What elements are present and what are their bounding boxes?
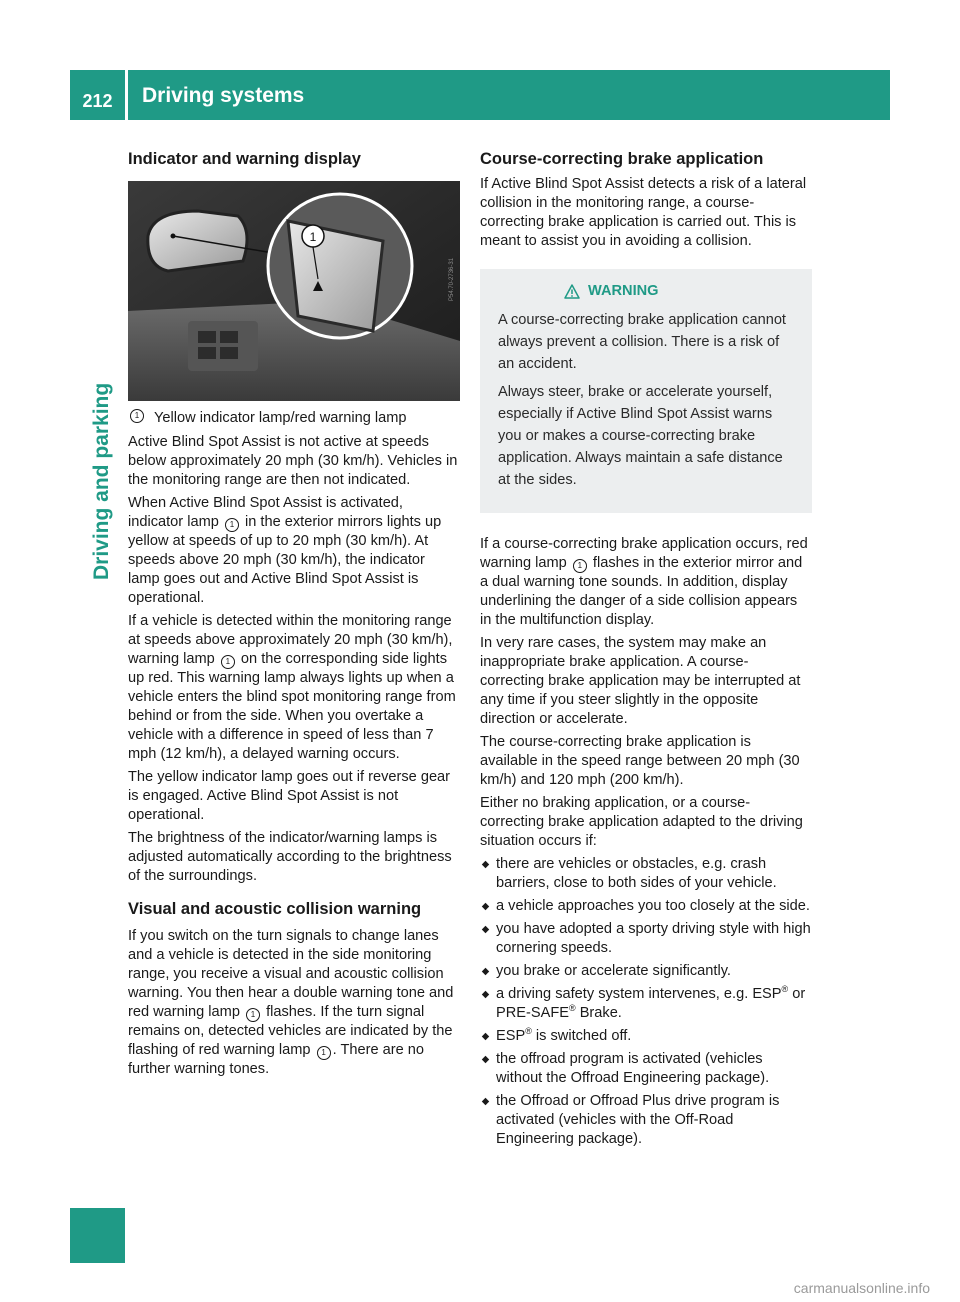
callout-1-icon: 1 [130,409,144,423]
paragraph: The yellow indicator lamp goes out if reverse gear is engaged. Active Blind Spot Assist is not operational. [128,769,451,823]
callout-1-icon: 1 [225,518,239,532]
list-item: a vehicle approaches you too closely at the side. [480,897,812,916]
side-chapter-label: Driving and parking [90,382,113,580]
list-item: there are vehicles or obstacles, e.g. crash barriers, close to both sides of your vehicle. [480,855,812,893]
paragraph: In very rare cases, the system may make an inappropriate brake application. A course-correcting brake application may be interrupted at any time if you steer slightly in the opposite direction or accelerate. [480,635,801,727]
heading-indicator-display: Indicator and warning display [128,150,361,168]
callout-1-icon: 1 [221,655,235,669]
list-item: ESP® is switched off. [480,1027,812,1046]
list-item: a driving safety system intervenes, e.g. ESP® or PRE-SAFE® Brake. [480,985,812,1023]
callout-1-icon: 1 [246,1008,260,1022]
figure-code: P54.70-2736-31 [449,257,455,301]
warning-triangle-icon [564,284,580,299]
callout-1-icon: 1 [573,559,587,573]
list-item: you brake or accelerate significantly. [480,962,812,981]
paragraph: The brightness of the indicator/warning lamps is adjusted automatically according to the brightness of the surroundings. [128,830,452,884]
paragraph: Active Blind Spot Assist is not active at speeds below approximately 20 mph (30 km/h). Vehicles in the monitoring range are then not indicated. [128,434,458,488]
warning-box [480,269,812,513]
mirror-photo [128,181,460,401]
paragraph: If a course-correcting brake application occurs, red warning lamp 1 flashes in the exterior mirror and a dual warning tone sounds. In addition, display underlining the danger of a side collision appears in the multifunction display. [480,536,808,628]
list-item: the offroad program is activated (vehicles without the Offroad Engineering package). [480,1050,812,1088]
warning-header: WARNING [498,283,798,299]
condition-list [480,855,812,1149]
paragraph: If a vehicle is detected within the monitoring range at speeds above approximately 20 mph (30 km/h), warning lamp 1 on the corresponding side lights up red. This warning lamp always lights up when a vehicle enters the blind spot monitoring range from behind or from the side. When you overtake a vehicle with a difference in speed of less than 7 mph (12 km/h), a delayed warning occurs. [128,613,456,762]
warning-text: Always steer, brake or accelerate yourself, especially if Active Blind Spot Assist warns you or makes a course-correcting brake application. Always maintain a safe distance at the sides. [498,384,783,488]
heading-collision-warning: Visual and acoustic collision warning [128,900,422,918]
list-item: you have adopted a sporty driving style with high cornering speeds. [480,920,812,958]
figure-caption: 1 Yellow indicator lamp/red warning lamp [128,409,460,428]
right-column [480,150,812,1153]
paragraph: If you switch on the turn signals to change lanes and a vehicle is detected in the side monitoring range, you receive a visual and acoustic collision warning. You then hear a double warning tone and red warning lamp 1 flashes. If the turn signal remains on, detected vehicles are indicated by the flashing of red warning lamp 1 . There are no further warning tones. [128,928,454,1077]
side-chapter-marker [70,1208,125,1263]
left-column [128,150,460,1083]
header-divider [125,70,128,120]
paragraph: When Active Blind Spot Assist is activated, indicator lamp 1 in the exterior mirrors lights up yellow at speeds of up to 20 mph (30 km/h). At speeds above 20 mph (30 km/h), the indicator lamp goes out and Active Blind Spot Assist is operational. [128,495,442,606]
heading-brake-application: Course-correcting brake application [480,150,764,168]
paragraph: The course-correcting brake application is available in the speed range between 20 mph (30 km/h) and 120 mph (200 km/h). [480,734,800,788]
warning-text: A course-correcting brake application cannot always prevent a collision. There is a risk of an accident. [498,312,786,372]
page-number: 212 [82,90,113,111]
svg-text:1: 1 [309,230,317,244]
paragraph: If Active Blind Spot Assist detects a risk of a lateral collision in the monitoring range, a course-correcting brake application is carried out. This is meant to assist you in avoiding a collision. [480,176,807,249]
paragraph: Either no braking application, or a course-correcting brake application adapted to the driving situation occurs if: [480,795,803,849]
callout-1-icon: 1 [317,1046,331,1060]
list-item: the Offroad or Offroad Plus drive program is activated (vehicles with the Off-Road Engineering package). [480,1092,812,1149]
section-title: Driving systems [142,84,305,107]
footer-watermark: carmanualsonline.info [793,1280,930,1296]
